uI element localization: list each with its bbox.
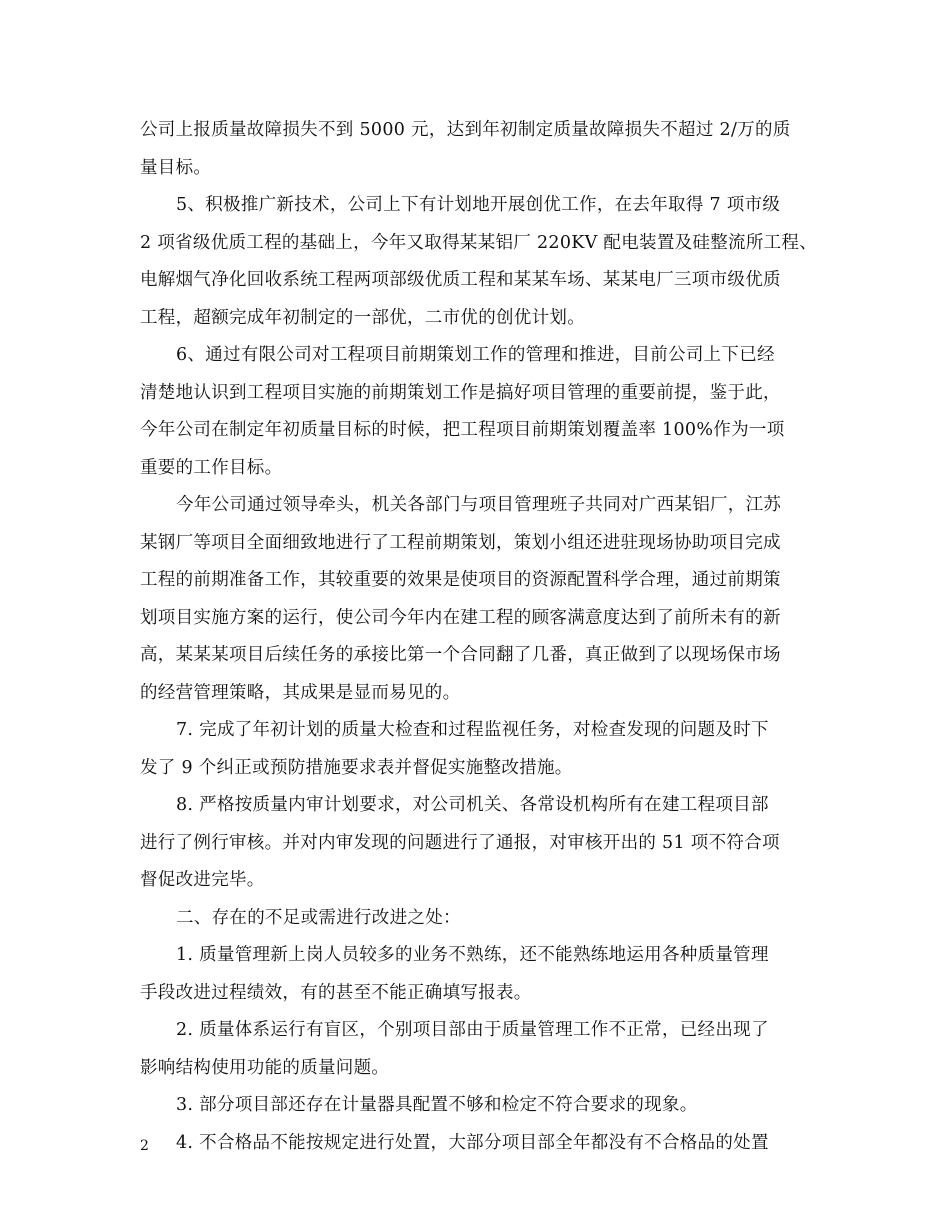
document-body (140, 112, 820, 1162)
text-line: 电解烟气净化回收系统工程两项部级优质工程和某某车场、某某电厂三项市级优质 (140, 270, 781, 290)
text-line: 重要的工作目标。 (140, 457, 283, 478)
text-line: 8. 严格按质量内审计划要求，对公司机关、各常设机构所有在建工程项目部 (176, 795, 769, 815)
text-line: 2. 质量体系运行有盲区，个别项目部由于质量管理工作不正常，已经出现了 (176, 1020, 769, 1040)
text-line: 进行了例行审核。并对内审发现的问题进行了通报，对审核开出的 51 项不符合项 (140, 832, 780, 853)
text-line: 某钢厂等项目全面细致地进行了工程前期策划，策划小组还进驻现场协助项目完成 (140, 532, 781, 553)
text-line: 7. 完成了年初计划的质量大检查和过程监视任务，对检查发现的问题及时下 (176, 720, 769, 740)
text-line: 4. 不合格品不能按规定进行处置，大部分项目部全年都没有不合格品的处置 (176, 1132, 769, 1153)
page-number: 2 (140, 1138, 149, 1154)
text-line: 3. 部分项目部还存在计量器具配置不够和检定不符合要求的现象。 (176, 1095, 698, 1115)
text-line: 督促改进完毕。 (140, 870, 265, 890)
text-line: 二、存在的不足或需进行改进之处： (176, 907, 461, 928)
text-line: 1. 质量管理新上岗人员较多的业务不熟练，还不能熟练地运用各种质量管理 (176, 945, 769, 965)
text-line: 的经营管理策略，其成果是显而易见的。 (140, 682, 461, 703)
text-line: 影响结构使用功能的质量问题。 (140, 1057, 390, 1078)
text-line: 5、积极推广新技术，公司上下有计划地开展创优工作，在去年取得 7 项市级 (176, 195, 781, 215)
text-line: 6、通过有限公司对工程项目前期策划工作的管理和推进，目前公司上下已经 (176, 345, 775, 365)
text-line: 工程，超额完成年初制定的一部优，二市优的创优计划。 (140, 307, 585, 328)
text-line: 今年公司在制定年初质量目标的时候，把工程项目前期策划覆盖率 100%作为一项 (140, 420, 785, 440)
text-line: 工程的前期准备工作，其较重要的效果是使项目的资源配置科学合理，通过前期策 (140, 570, 781, 590)
text-line: 高，某某某项目后续任务的承接比第一个合同翻了几番，真正做到了以现场保市场 (140, 645, 781, 665)
text-line: 发了 9 个纠正或预防措施要求表并督促实施整改措施。 (140, 757, 573, 778)
text-line: 划项目实施方案的运行，使公司今年内在建工程的顾客满意度达到了前所未有的新 (140, 607, 781, 628)
text-line: 2 项省级优质工程的基础上，今年又取得某某铝厂 220KV 配电装置及硅整流所工程、 (140, 232, 818, 253)
text-line: 量目标。 (140, 157, 212, 178)
text-line: 今年公司通过领导牵头，机关各部门与项目管理班子共同对广西某铝厂，江苏 (176, 495, 782, 515)
text-line: 清楚地认识到工程项目实施的前期策划工作是搞好项目管理的重要前提，鉴于此， (140, 382, 781, 403)
text-line: 手段改进过程绩效，有的甚至不能正确填写报表。 (140, 982, 532, 1003)
text-line: 公司上报质量故障损失不到 5000 元，达到年初制定质量故障损失不超过 2/万的质 (140, 120, 791, 140)
